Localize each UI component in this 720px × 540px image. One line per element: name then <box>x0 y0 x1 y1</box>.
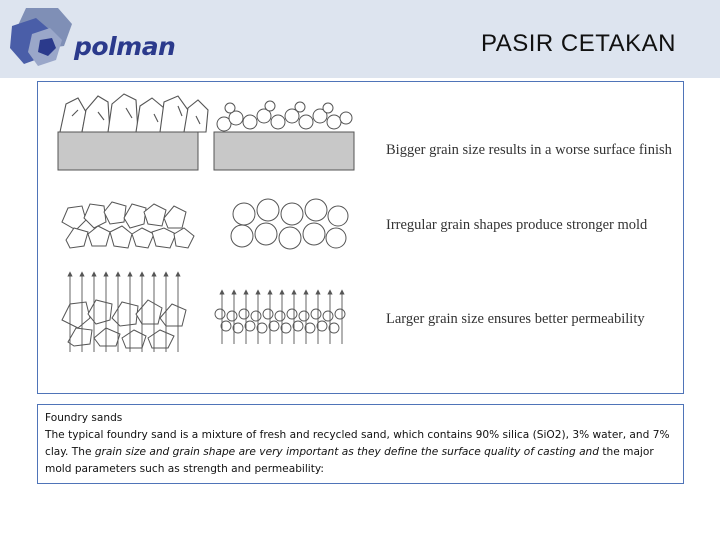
textbox-heading: Foundry sands <box>45 412 123 424</box>
coarse-grains-surface <box>60 94 208 132</box>
caption-permeability: Larger grain size ensures better permeability <box>386 311 645 327</box>
sand-grain-figure <box>37 81 684 394</box>
textbox-body-plain: The typical foundry sand is a mixture of fresh and recycled sand, which contains 90% silica (SiO2), 3% water, and 7% clay. The <box>45 429 670 458</box>
foundry-sands-textbox <box>37 404 684 484</box>
foundry-sands-text <box>45 410 679 478</box>
fine-grains-permeability <box>215 309 345 333</box>
page-title: PASIR CETAKAN <box>481 30 676 57</box>
slide-header <box>0 0 720 78</box>
fine-substrate <box>214 132 354 170</box>
logo-text: polman <box>74 32 176 61</box>
fine-grains-surface <box>217 101 352 131</box>
coarse-grains-permeability <box>62 300 186 348</box>
grain-diagrams <box>38 82 683 393</box>
textbox-body-tail: the major mold parameters such as strength and permeability: <box>45 446 654 475</box>
textbox-body-italic: grain size and grain shape are very important as they define the surface quality of casting and <box>94 446 599 458</box>
coarse-substrate <box>58 132 198 170</box>
caption-surface-finish: Bigger grain size results in a worse surface finish <box>386 142 672 158</box>
round-grains <box>231 199 348 249</box>
irregular-grains <box>62 202 194 248</box>
caption-grain-shape: Irregular grain shapes produce stronger mold <box>386 217 648 233</box>
